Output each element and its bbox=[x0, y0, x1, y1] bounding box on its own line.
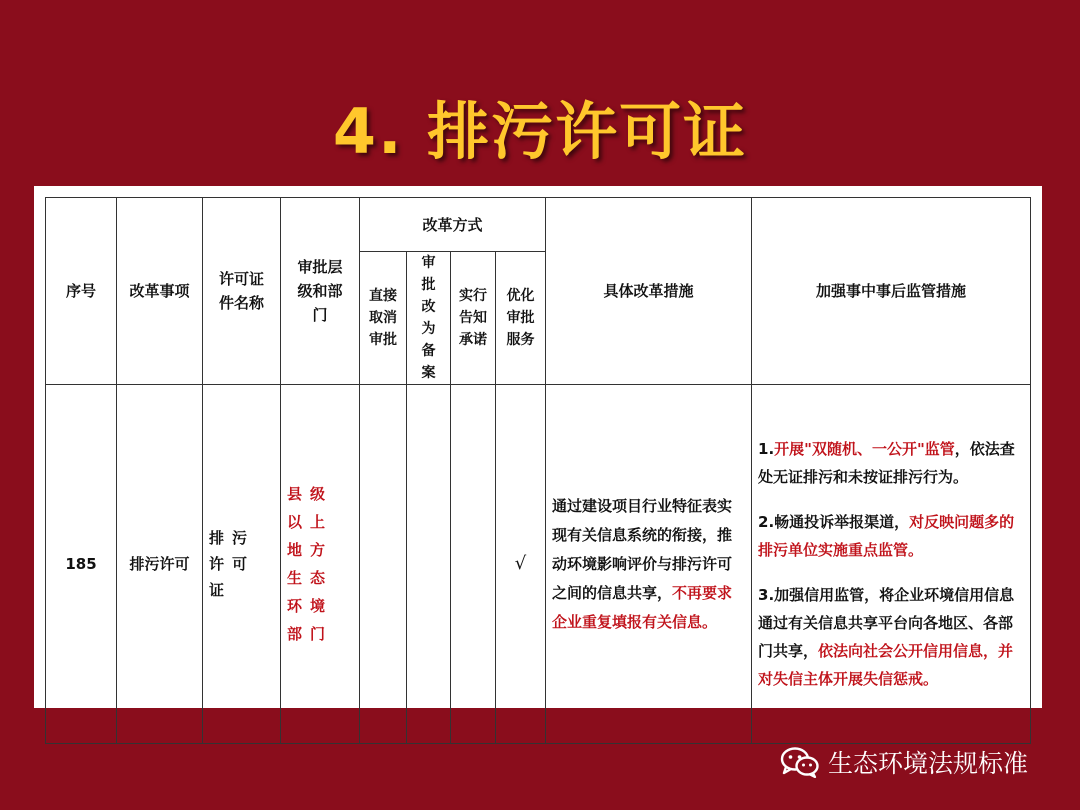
measures-text: 通过建设项目行业特征表实现有关信息系统的衔接，推动环境影响评价与排污许可之间的信息共享， bbox=[552, 496, 733, 602]
supervision-2-text: 2.畅通投诉举报渠道， bbox=[758, 513, 910, 531]
supervision-1-prefix: 1. bbox=[758, 440, 775, 458]
row-optimize-service-check: √ bbox=[496, 385, 546, 744]
supervision-item-3 bbox=[758, 581, 1024, 693]
header-seq: 序号 bbox=[46, 198, 117, 385]
supervision-1-text: ，依法查处无证排污和未按证排污行为。 bbox=[758, 440, 1015, 486]
header-notify-commit: 实行告知承诺 bbox=[451, 252, 496, 385]
supervision-3-highlight: 依法向社会公开信用信息，并对失信主体开展失信惩戒。 bbox=[758, 642, 1014, 688]
row-direct-cancel bbox=[360, 385, 407, 744]
measures-text-highlight: 不再要求企业重复填报有关信息。 bbox=[552, 583, 733, 631]
row-supervision bbox=[752, 385, 1031, 744]
watermark bbox=[780, 744, 1028, 780]
header-reform-method: 改革方式 bbox=[360, 198, 546, 252]
header-supervision: 加强事中事后监管措施 bbox=[752, 198, 1031, 385]
row-specific-measures bbox=[546, 385, 752, 744]
header-item: 改革事项 bbox=[117, 198, 203, 385]
supervision-item-2 bbox=[758, 508, 1024, 564]
supervision-3-text: 3.加强信用监管，将企业环境信用信息通过有关信息共享平台向各地区、各部门共享， bbox=[758, 586, 1015, 660]
page-title: 4. 排污许可证 bbox=[332, 95, 748, 168]
row-approval-level: 县级以上地方生态环境部门 bbox=[281, 385, 360, 744]
header-license-name: 许可证件名称 bbox=[203, 198, 281, 385]
header-optimize-service: 优化审批服务 bbox=[496, 252, 546, 385]
supervision-1-highlight: 开展"双随机、一公开"监管 bbox=[774, 440, 955, 458]
row-seq: 185 bbox=[46, 385, 117, 744]
header-direct-cancel: 直接取消审批 bbox=[360, 252, 407, 385]
row-item: 排污许可 bbox=[117, 385, 203, 744]
header-change-filing: 审批改为备案 bbox=[407, 252, 451, 385]
row-notify-commit bbox=[451, 385, 496, 744]
row-license-name: 排污许可证 bbox=[203, 385, 281, 744]
reform-table bbox=[45, 197, 1031, 744]
header-approval-level: 审批层级和部门 bbox=[281, 198, 360, 385]
supervision-2-highlight: 对反映问题多的排污单位实施重点监管。 bbox=[758, 513, 1015, 559]
supervision-item-1 bbox=[758, 435, 1024, 491]
header-specific-measures: 具体改革措施 bbox=[546, 198, 752, 385]
wechat-icon bbox=[780, 746, 820, 778]
table-panel bbox=[34, 186, 1042, 708]
row-change-filing bbox=[407, 385, 451, 744]
watermark-text: 生态环境法规标准 bbox=[828, 749, 1029, 778]
